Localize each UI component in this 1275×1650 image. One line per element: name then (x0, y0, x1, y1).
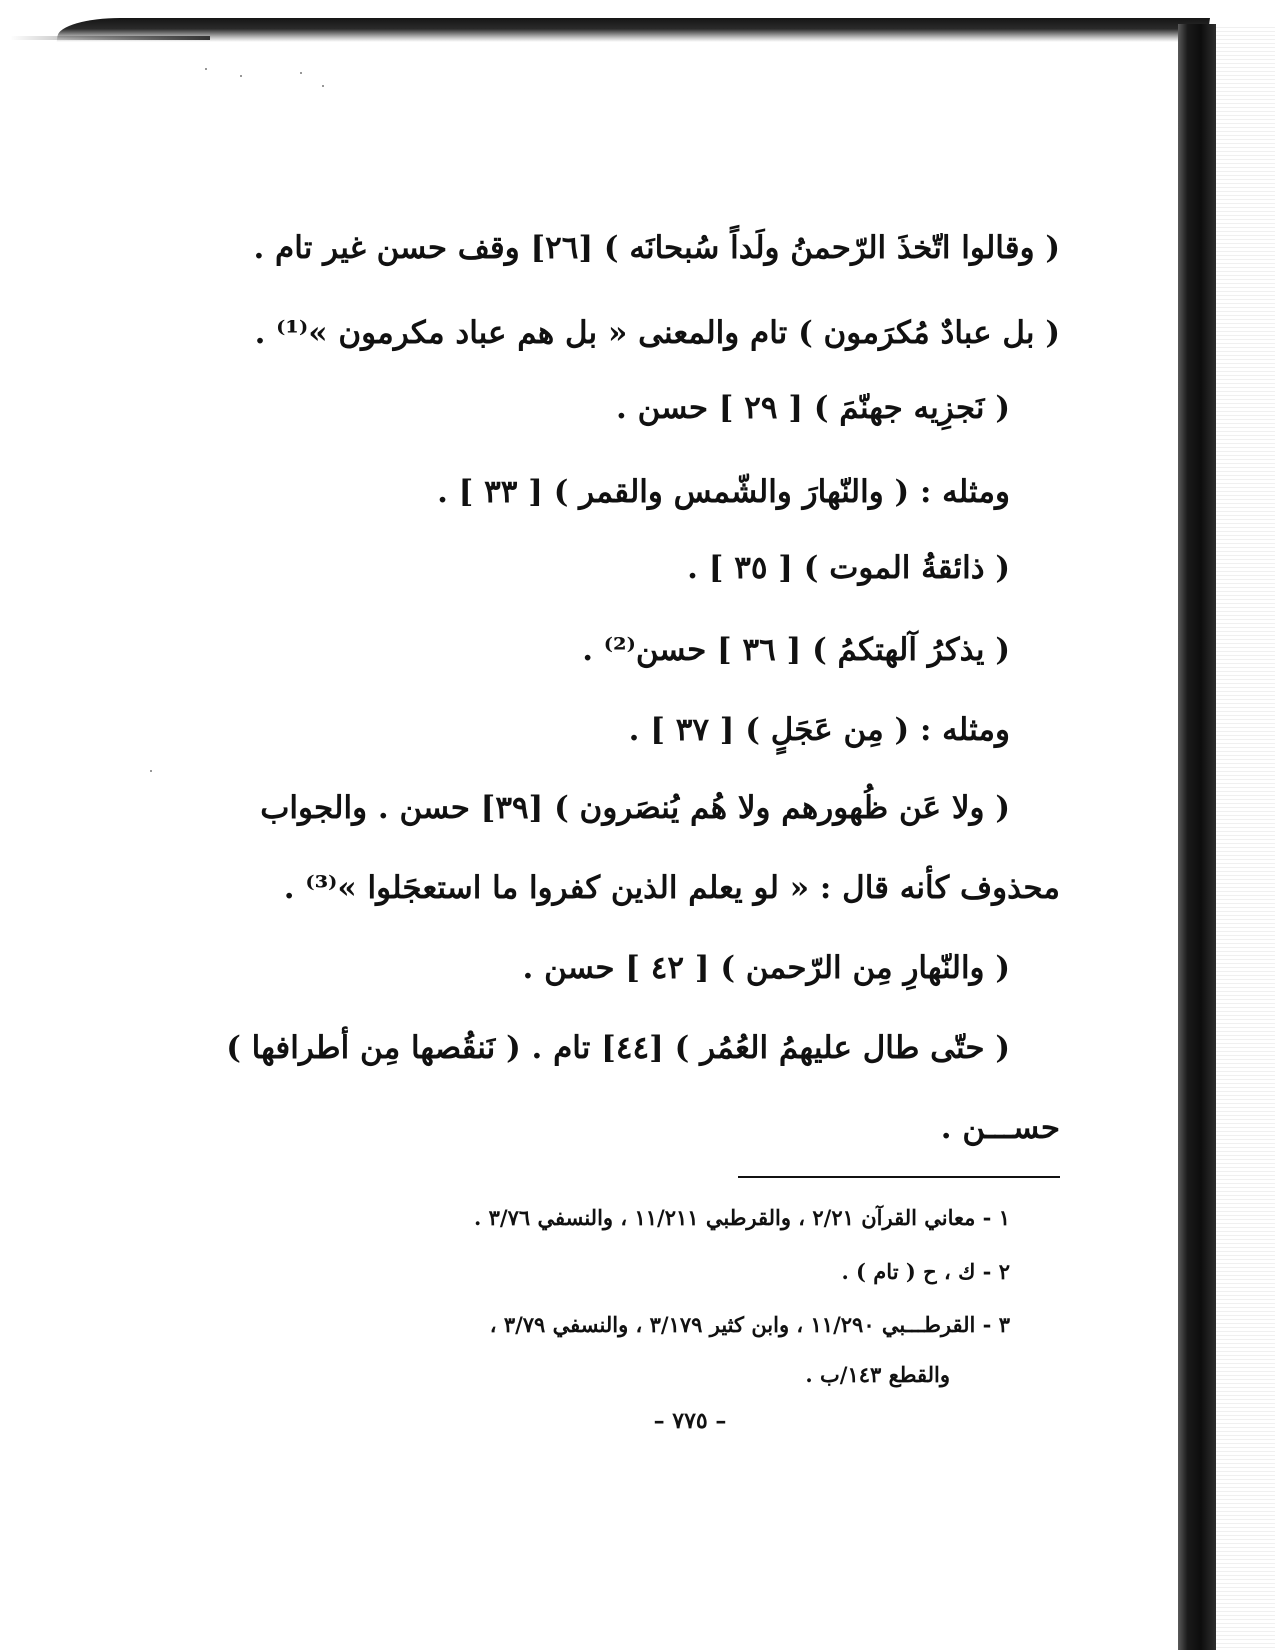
scan-speck (300, 72, 302, 74)
footnote-separator (738, 1176, 1060, 1178)
scan-top-fade (10, 36, 210, 40)
scan-gutter-shadow (1178, 24, 1216, 1650)
text-line-9: محذوف كأنه قال : « لو يعلم الذين كفروا ما استعجَلوا »⁽³⁾ . (283, 870, 1060, 906)
page-number: – ٧٧٥ – (653, 1408, 727, 1434)
text-line-8: ( ولا عَن ظُهورهم ولا هُم يُنصَرون ) [٣٩] حسن . والجواب (260, 790, 1010, 826)
text-line-11: ( حتّى طال عليهمُ العُمُر ) [٤٤] تام . ( نَنقُصها مِن أطرافها ) (226, 1030, 1010, 1066)
scan-speck (150, 770, 152, 772)
text-line-3: ( نَجزِيه جهنّمَ ) [ ٢٩ ] حسن . (616, 390, 1010, 426)
scan-speck (322, 85, 324, 87)
text-line-10: ( والنّهارِ مِن الرّحمن ) [ ٤٢ ] حسن . (522, 950, 1010, 986)
text-line-4: ومثله : ( والنّهارَ والشّمس والقمر ) [ ٣٣ ] . (437, 474, 1010, 510)
text-line-7: ومثله : ( مِن عَجَلٍ ) [ ٣٧ ] . (628, 712, 1010, 748)
scan-speck (240, 75, 242, 77)
scan-top-shadow (57, 18, 1210, 42)
text-line-1: ( وقالوا اتّخذَ الرّحمنُ ولَداً سُبحانَه ) [٢٦] وقف حسن غير تام . (253, 230, 1060, 266)
text-line-5: ( ذائقةُ الموت ) [ ٣٥ ] . (687, 550, 1010, 586)
text-line-2: ( بل عبادٌ مُكرَمون ) تام والمعنى « بل هم عباد مكرمون »⁽¹⁾ . (254, 315, 1060, 351)
footnote-1: ١ - معاني القرآن ٢/٢١ ، والقرطبي ١١/٢١١ ، والنسفي ٣/٧٦ . (474, 1205, 1010, 1230)
footnote-2: ٢ - ك ، ح ( تام ) . (841, 1259, 1010, 1284)
text-line-6: ( يذكرُ آلهتكمُ ) [ ٣٦ ] حسن⁽²⁾ . (582, 632, 1010, 668)
scan-speck (205, 68, 207, 70)
scan-page-edge (1216, 24, 1275, 1650)
footnote-3-continued: والقطع ١٤٣/ب . (805, 1362, 950, 1387)
text-line-12: حســـن . (940, 1110, 1060, 1146)
footnote-3: ٣ - القرطـــبي ١١/٢٩٠ ، وابن كثير ٣/١٧٩ ، والنسفي ٣/٧٩ ، (489, 1312, 1010, 1337)
